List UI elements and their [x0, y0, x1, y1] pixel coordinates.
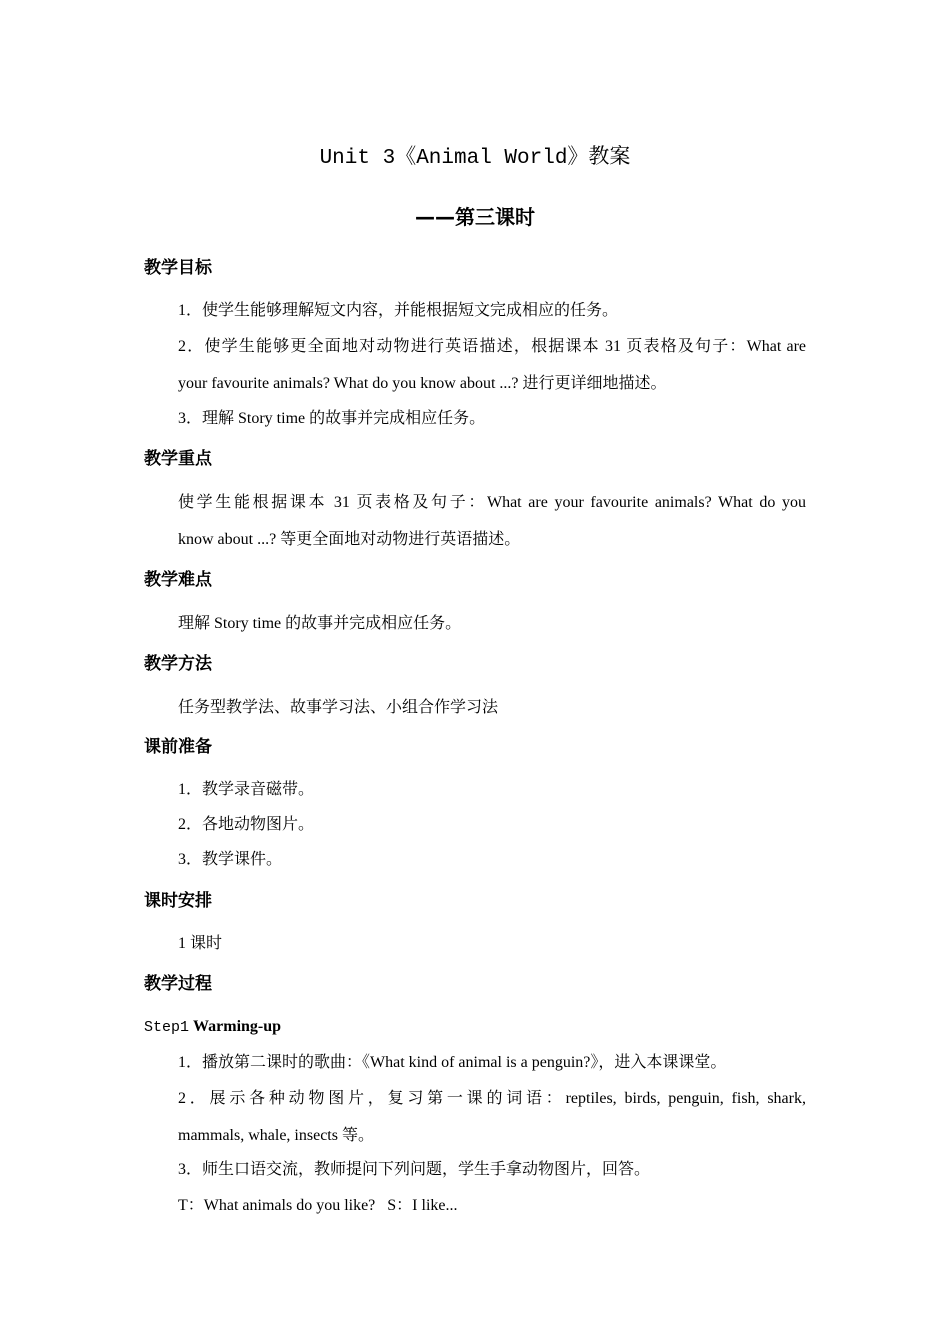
- heading-key-points: 教学重点: [144, 449, 212, 469]
- objective-item-3: 3．理解 Story time 的故事并完成相应任务。: [178, 410, 486, 427]
- document-subtitle: ——第三课时: [415, 205, 535, 229]
- process-item-1: 1．播放第二课时的歌曲：《What kind of animal is a penguin?》，进入本课课堂。: [178, 1054, 727, 1071]
- schedule-text: 1 课时: [178, 935, 223, 952]
- step-heading: [144, 1018, 281, 1036]
- process-item-3: 3．师生口语交流，教师提问下列问题，学生手拿动物图片，回答。: [178, 1161, 651, 1178]
- process-dialog: T：What animals do you like? S：I like...: [178, 1197, 458, 1214]
- objective-item-2-line-1: 2．使学生能够更全面地对动物进行英语描述，根据课本 31 页表格及句子：What are: [178, 338, 806, 355]
- methods-text: 任务型教学法、故事学习法、小组合作学习法: [178, 699, 499, 716]
- document-title: Unit 3《Animal World》教案: [319, 147, 631, 170]
- key-points-line-2: know about ...? 等更全面地对动物进行英语描述。: [178, 531, 521, 548]
- heading-difficulties: 教学难点: [144, 570, 212, 590]
- preparation-item-1: 1．教学录音磁带。: [178, 781, 315, 798]
- preparation-item-3: 3．教学课件。: [178, 851, 283, 868]
- preparation-item-2: 2．各地动物图片。: [178, 816, 315, 833]
- objective-item-2-line-2: your favourite animals? What do you know about ...? 进行更详细地描述。: [178, 375, 667, 392]
- key-points-line-1: 使学生能根据课本 31 页表格及句子：What are your favourite animals? What do you: [178, 494, 806, 511]
- objective-item-1: 1．使学生能够理解短文内容，并能根据短文完成相应的任务。: [178, 302, 619, 319]
- heading-preparation: 课前准备: [144, 737, 212, 757]
- step-label: Step1: [144, 1019, 190, 1036]
- process-item-2-line-2: mammals, whale, insects 等。: [178, 1127, 374, 1144]
- process-item-2-line-1: 2．展示各种动物图片，复习第一课的词语：reptiles, birds, penguin, fish, shark,: [178, 1090, 806, 1107]
- difficulties-text: 理解 Story time 的故事并完成相应任务。: [178, 615, 462, 632]
- heading-schedule: 课时安排: [144, 891, 212, 911]
- heading-methods: 教学方法: [144, 654, 212, 674]
- heading-objectives: 教学目标: [144, 258, 212, 278]
- step-title: Warming-up: [193, 1018, 282, 1035]
- heading-process: 教学过程: [144, 974, 212, 994]
